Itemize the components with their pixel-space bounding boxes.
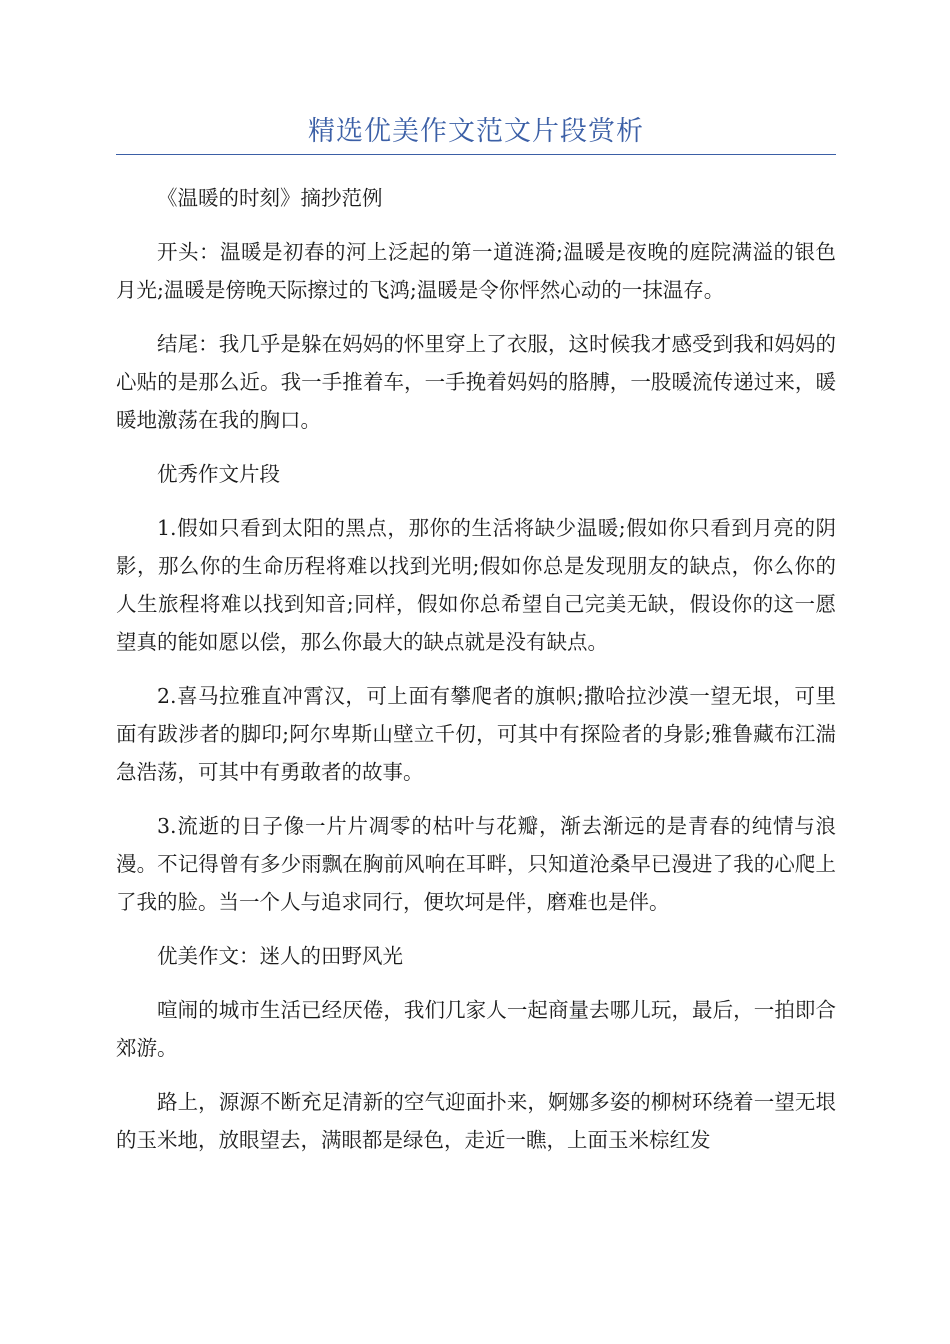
paragraph-essay-1: 喧闹的城市生活已经厌倦，我们几家人一起商量去哪儿玩，最后，一拍即合郊游。 [116,998,836,1060]
paragraph-excerpt-heading: 《温暖的时刻》摘抄范例 [157,186,383,210]
title-underline [116,154,836,155]
document-title: 精选优美作文范文片段赏析 [308,116,644,147]
paragraph-item-3: 3.流逝的日子像一片片凋零的枯叶与花瓣，渐去渐远的是青春的纯情与浪漫。不记得曾有多少雨飘在胸前风响在耳畔，只知道沧桑早已漫进了我的心爬上了我的脸。当一个人与追求同行，便坎坷是伴，磨难也是伴。 [116,814,836,914]
paragraph-item-2: 2.喜马拉雅直冲霄汉，可上面有攀爬者的旗帜;撒哈拉沙漠一望无垠，可里面有跋涉者的脚印;阿尔卑斯山壁立千仞，可其中有探险者的身影;雅鲁藏布江湍急浩荡，可其中有勇敢者的故事。 [116,684,836,784]
paragraph-opening: 开头：温暖是初春的河上泛起的第一道涟漪;温暖是夜晚的庭院满溢的银色月光;温暖是傍晚天际擦过的飞鸿;温暖是令你怦然心动的一抹温存。 [116,240,836,302]
document-body [116,179,836,1159]
paragraph-section-heading: 优秀作文片段 [157,462,280,486]
document-page [116,112,836,1175]
paragraph-essay-heading: 优美作文：迷人的田野风光 [157,944,403,968]
paragraph-ending: 结尾：我几乎是躲在妈妈的怀里穿上了衣服，这时候我才感受到我和妈妈的心贴的是那么近。我一手推着车，一手挽着妈妈的胳膊，一股暖流传递过来，暖暖地激荡在我的胸口。 [116,332,836,432]
paragraph-item-1: 1.假如只看到太阳的黑点，那你的生活将缺少温暖;假如你只看到月亮的阴影，那么你的生命历程将难以找到光明;假如你总是发现朋友的缺点，你么你的人生旅程将难以找到知音;同样，假如你总希望自己完美无缺，假设你的这一愿望真的能如愿以偿，那么你最大的缺点就是没有缺点。 [116,516,836,654]
paragraph-essay-2: 路上，源源不断充足清新的空气迎面扑来，婀娜多姿的柳树环绕着一望无垠的玉米地，放眼望去，满眼都是绿色，走近一瞧，上面玉米棕红发 [116,1090,836,1152]
